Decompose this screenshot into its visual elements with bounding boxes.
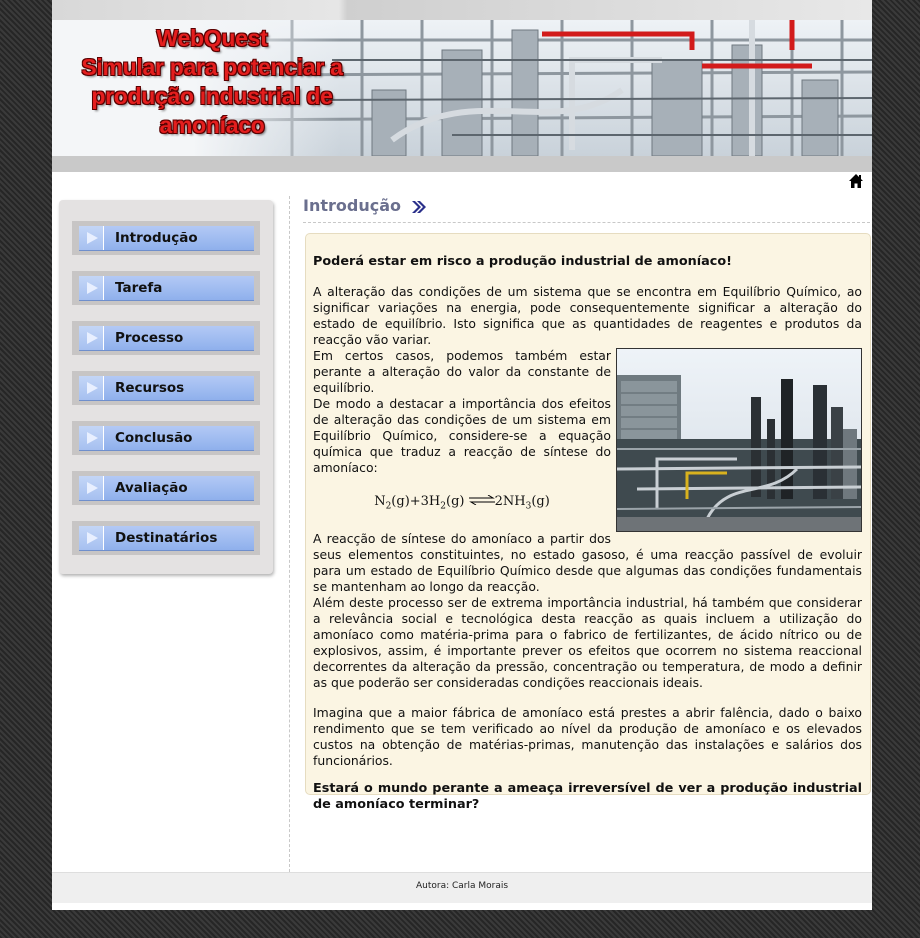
content-closing-question: Estará o mundo perante a ameaça irreversível de ver a produção industrial de amoníaco terminar? <box>313 780 862 812</box>
page <box>52 0 872 910</box>
header-divider-bar <box>52 156 872 172</box>
sidebar-item-processo[interactable] <box>72 321 260 355</box>
banner-title-line: Simular para potenciar a <box>81 54 343 80</box>
equation-term: N <box>374 494 386 509</box>
play-arrow-icon <box>79 376 104 400</box>
page-title-text: Introdução <box>303 196 401 215</box>
content-paragraph: Em certos casos, podemos também estar perante a alteração do valor da constante de equilíbrio. <box>313 348 611 395</box>
title-divider <box>303 222 870 223</box>
ammonia-plant-image <box>616 348 862 532</box>
sidebar-item-tarefa[interactable] <box>72 271 260 305</box>
home-icon[interactable] <box>848 173 864 189</box>
footer <box>52 872 872 903</box>
sidebar-item-conclusao[interactable] <box>72 421 260 455</box>
top-bar <box>52 0 872 20</box>
content-paragraph: Imagina que a maior fábrica de amoníaco está prestes a abrir falência, dado o baixo rendimento que se tem verificado ao nível da produção de amoníaco e os elevados custos na obtenção de matérias-primas, manutenção das instalações e salários dos funcionários. <box>313 704 862 768</box>
equation-state: (g) <box>531 494 550 509</box>
column-divider <box>289 196 290 872</box>
sidebar-menu <box>59 200 273 574</box>
nav-button[interactable] <box>79 326 254 351</box>
play-arrow-icon <box>79 326 104 350</box>
content-paragraph: A alteração das condições de um sistema que se encontra em Equilíbrio Químico, ao significar variações na energia, pode consequentemente significar a alteração do estado de equilíbrio. Isto significa que as quantidades de reagentes e produtos da reacção vão variar. <box>313 284 862 347</box>
header-banner <box>52 20 872 156</box>
content-paragraph: De modo a destacar a importância dos efeitos de alteração das condições de um sistema em Equilíbrio Químico, considere-se a equação química que traduz a reacção de síntese do amoníaco: <box>313 396 611 475</box>
equilibrium-arrows-icon <box>469 495 495 505</box>
page-title <box>303 196 427 215</box>
sidebar-item-recursos[interactable] <box>72 371 260 405</box>
nav-label: Recursos <box>115 380 185 396</box>
nav-button[interactable] <box>79 276 254 301</box>
nav-button[interactable] <box>79 476 254 501</box>
play-arrow-icon <box>79 226 104 250</box>
content-lead: Poderá estar em risco a produção industrial de amoníaco! <box>313 254 733 269</box>
nav-label: Avaliação <box>115 480 188 496</box>
sidebar-item-avaliacao[interactable] <box>72 471 260 505</box>
sidebar-item-introducao[interactable] <box>72 221 260 255</box>
banner-title-line: produção industrial de <box>91 83 333 109</box>
nav-label: Introdução <box>115 230 198 246</box>
bottom-strip <box>52 903 872 910</box>
content-paragraph: Além deste processo ser de extrema importância industrial, há também que considerar a relevância social e tecnológica desta reacção as quais incluem a utilização do amoníaco como matéria-prima para o fabrico de fertilizantes, de ácido nítrico ou de explosivos, assim, é importante prever os efeitos que ocorrem no sistema reaccional decorrentes da alteração da pressão, concentração ou temperatura, de modo a definir as que poderão ser consideradas condições reaccionais ideais. <box>313 594 862 690</box>
equation-subscript: 2 <box>440 501 447 512</box>
content-panel <box>305 233 871 812</box>
nav-label: Destinatários <box>115 530 218 546</box>
equation-term: +3H <box>409 494 441 509</box>
nav-label: Processo <box>115 330 184 346</box>
play-arrow-icon <box>79 276 104 300</box>
banner-title <box>52 24 372 140</box>
content-paragraph: A reacção de síntese do amoníaco a partir dos seus elementos constituintes, no estado gasoso, é uma reacção passível de evoluir para um estado de Equilíbrio Químico desde que algumas das condições fundamentais se mantenham ao longo da reacção. <box>313 530 862 594</box>
banner-title-line: amoníaco <box>159 112 265 138</box>
footer-author: Autora: Carla Morais <box>415 881 509 891</box>
content-body <box>313 244 862 813</box>
nav-button[interactable] <box>79 426 254 451</box>
equation-term: 2NH <box>494 494 526 509</box>
banner-title-line: WebQuest <box>156 25 268 51</box>
nav-label: Tarefa <box>115 280 163 296</box>
nav-button[interactable] <box>79 226 254 251</box>
equation-subscript: 3 <box>525 501 532 512</box>
sidebar-item-destinatarios[interactable] <box>72 521 260 555</box>
play-arrow-icon <box>79 426 104 450</box>
play-arrow-icon <box>79 526 104 550</box>
nav-label: Conclusão <box>115 430 193 446</box>
equation-subscript: 2 <box>385 501 392 512</box>
nav-button[interactable] <box>79 376 254 401</box>
equation-state: (g) <box>446 494 465 509</box>
nav-button[interactable] <box>79 526 254 551</box>
double-chevron-icon <box>411 201 427 213</box>
equation-state: (g) <box>391 494 410 509</box>
play-arrow-icon <box>79 476 104 500</box>
